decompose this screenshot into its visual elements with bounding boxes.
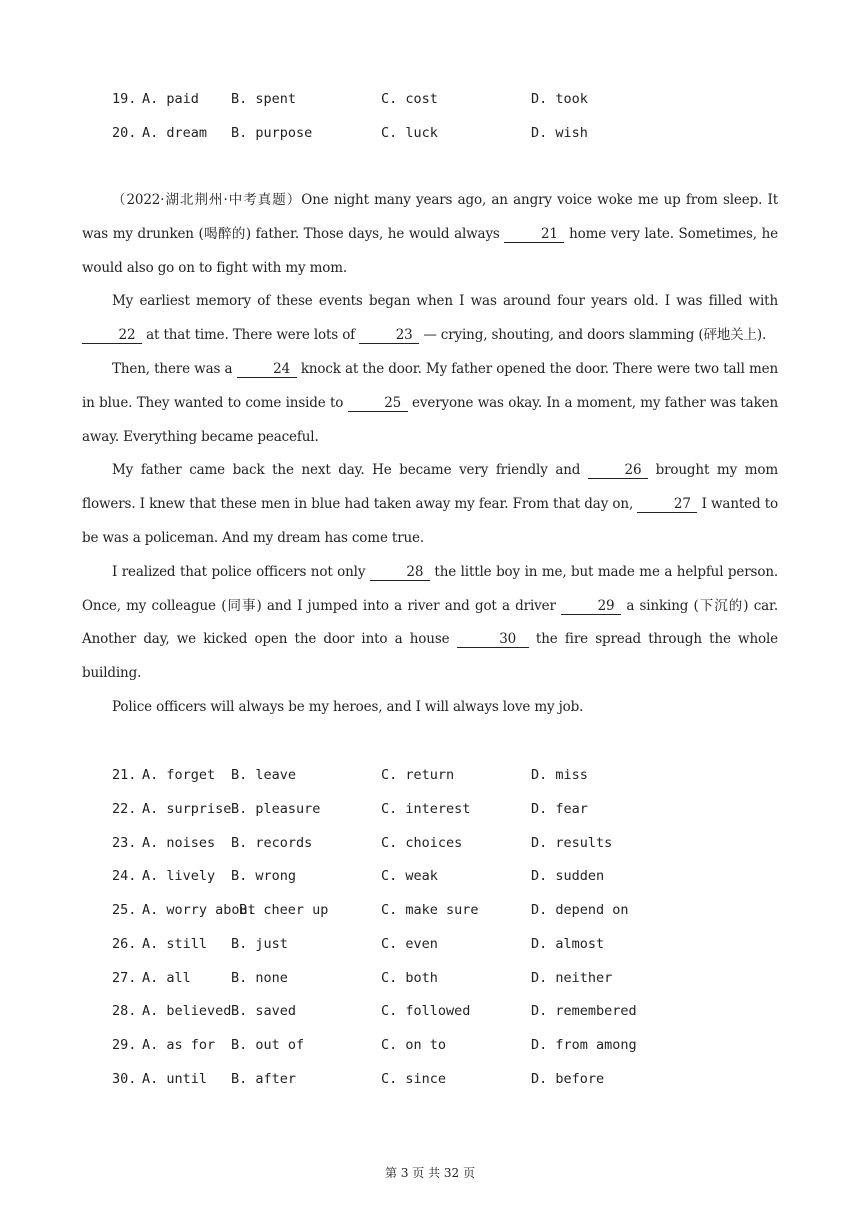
option-a: A. believed <box>142 1003 232 1019</box>
option-c: C. cost <box>381 91 438 107</box>
option-row-20 <box>112 123 792 143</box>
question-number: 25. <box>112 902 137 918</box>
option-d: D. took <box>531 91 588 107</box>
option-a: A. still <box>142 936 208 952</box>
option-a: A. lively <box>142 868 216 884</box>
question-number: 28. <box>112 1003 137 1019</box>
paragraph-6: Police officers will always be my heroes, and I will always love my job. <box>112 698 584 715</box>
option-a: A. paid <box>142 91 199 107</box>
option-c: C. weak <box>381 868 438 884</box>
question-number: 20. <box>112 125 137 141</box>
cloze-passage <box>82 184 778 725</box>
blank-29: 29 <box>561 598 621 615</box>
option-b: B. spent <box>231 91 297 107</box>
option-row-29 <box>112 1035 792 1055</box>
option-row-24 <box>112 866 792 886</box>
paragraph-1: （2022·湖北荆州·中考真题）One night many years ago, an angry voice woke me up from sleep. It was my drunken (喝醉的) father. Those days, he would always 21 home very late. Sometimes, he would also go on to fight with my mom. <box>82 192 778 276</box>
blank-30: 30 <box>457 631 529 648</box>
option-d: D. remembered <box>531 1003 637 1019</box>
blank-28: 28 <box>370 564 430 581</box>
option-row-22 <box>112 799 792 819</box>
question-number: 30. <box>112 1071 137 1087</box>
option-a: A. all <box>142 970 191 986</box>
option-d: D. before <box>531 1071 605 1087</box>
option-c: C. on to <box>381 1037 447 1053</box>
option-d: D. wish <box>531 125 588 141</box>
question-number: 27. <box>112 970 137 986</box>
paragraph-5: I realized that police officers not only 28 the little boy in me, but made me a helpful person. Once, my colleague (同事) and I jumped into a river and got a driver 29 a sinking (下沉的) car. Another day, we kicked open the door into a house 30 the fire spread through the whole building. <box>82 563 778 682</box>
option-b: B. leave <box>231 767 297 783</box>
question-number: 29. <box>112 1037 137 1053</box>
option-row-25 <box>112 900 792 920</box>
question-number: 23. <box>112 835 137 851</box>
option-b: B. purpose <box>231 125 313 141</box>
blank-23: 23 <box>359 327 419 344</box>
blank-25: 25 <box>348 395 408 412</box>
option-d: D. depend on <box>531 902 629 918</box>
option-b: B. just <box>231 936 288 952</box>
question-number: 21. <box>112 767 137 783</box>
option-d: D. fear <box>531 801 588 817</box>
option-row-30 <box>112 1069 792 1089</box>
option-a: A. surprise <box>142 801 232 817</box>
option-b: B. saved <box>231 1003 297 1019</box>
option-b: B. after <box>231 1071 297 1087</box>
option-c: C. choices <box>381 835 463 851</box>
option-b: B. pleasure <box>231 801 321 817</box>
option-row-19 <box>112 89 792 109</box>
option-d: D. almost <box>531 936 605 952</box>
blank-26: 26 <box>588 462 648 479</box>
option-a: A. as for <box>142 1037 216 1053</box>
blank-21: 21 <box>504 226 564 243</box>
question-number: 22. <box>112 801 137 817</box>
option-c: C. even <box>381 936 438 952</box>
option-c: C. interest <box>381 801 471 817</box>
option-c: C. return <box>381 767 455 783</box>
option-row-23 <box>112 833 792 853</box>
page-footer: 第 3 页 共 32 页 <box>385 1166 475 1180</box>
blank-22: 22 <box>82 327 142 344</box>
question-number: 19. <box>112 91 137 107</box>
option-b: B. records <box>231 835 313 851</box>
option-b: B. none <box>231 970 288 986</box>
option-c: C. luck <box>381 125 438 141</box>
option-b: B. out of <box>231 1037 305 1053</box>
blank-27: 27 <box>637 496 697 513</box>
question-number: 24. <box>112 868 137 884</box>
option-row-21 <box>112 765 792 785</box>
option-c: C. followed <box>381 1003 471 1019</box>
option-c: C. since <box>381 1071 447 1087</box>
option-b: B. wrong <box>231 868 297 884</box>
option-a: A. dream <box>142 125 208 141</box>
option-d: D. from among <box>531 1037 637 1053</box>
option-a: A. until <box>142 1071 208 1087</box>
option-a: A. worry about <box>142 902 256 918</box>
option-d: D. sudden <box>531 868 605 884</box>
option-d: D. results <box>531 835 613 851</box>
option-d: D. neither <box>531 970 613 986</box>
option-d: D. miss <box>531 767 588 783</box>
blank-24: 24 <box>237 361 297 378</box>
paragraph-3: Then, there was a 24 knock at the door. My father opened the door. There were two tall men in blue. They wanted to come inside to 25 everyone was okay. In a moment, my father was taken away. Everything became peaceful. <box>82 360 778 445</box>
paragraph-2: My earliest memory of these events began when I was around four years old. I was filled with 22 at that time. There were lots of 23 — crying, shouting, and doors slamming (砰地关上). <box>82 285 778 353</box>
option-c: C. both <box>381 970 438 986</box>
option-a: A. forget <box>142 767 216 783</box>
option-c: C. make sure <box>381 902 479 918</box>
option-a: A. noises <box>142 835 216 851</box>
option-b: B. cheer up <box>239 902 329 918</box>
question-number: 26. <box>112 936 137 952</box>
option-row-26 <box>112 934 792 954</box>
paragraph-4: My father came back the next day. He became very friendly and 26 brought my mom flowers. I knew that these men in blue had taken away my fear. From that day on, 27 I wanted to be was a policeman. And my dream has come true. <box>82 462 778 546</box>
option-row-28 <box>112 1001 792 1021</box>
option-row-27 <box>112 968 792 988</box>
